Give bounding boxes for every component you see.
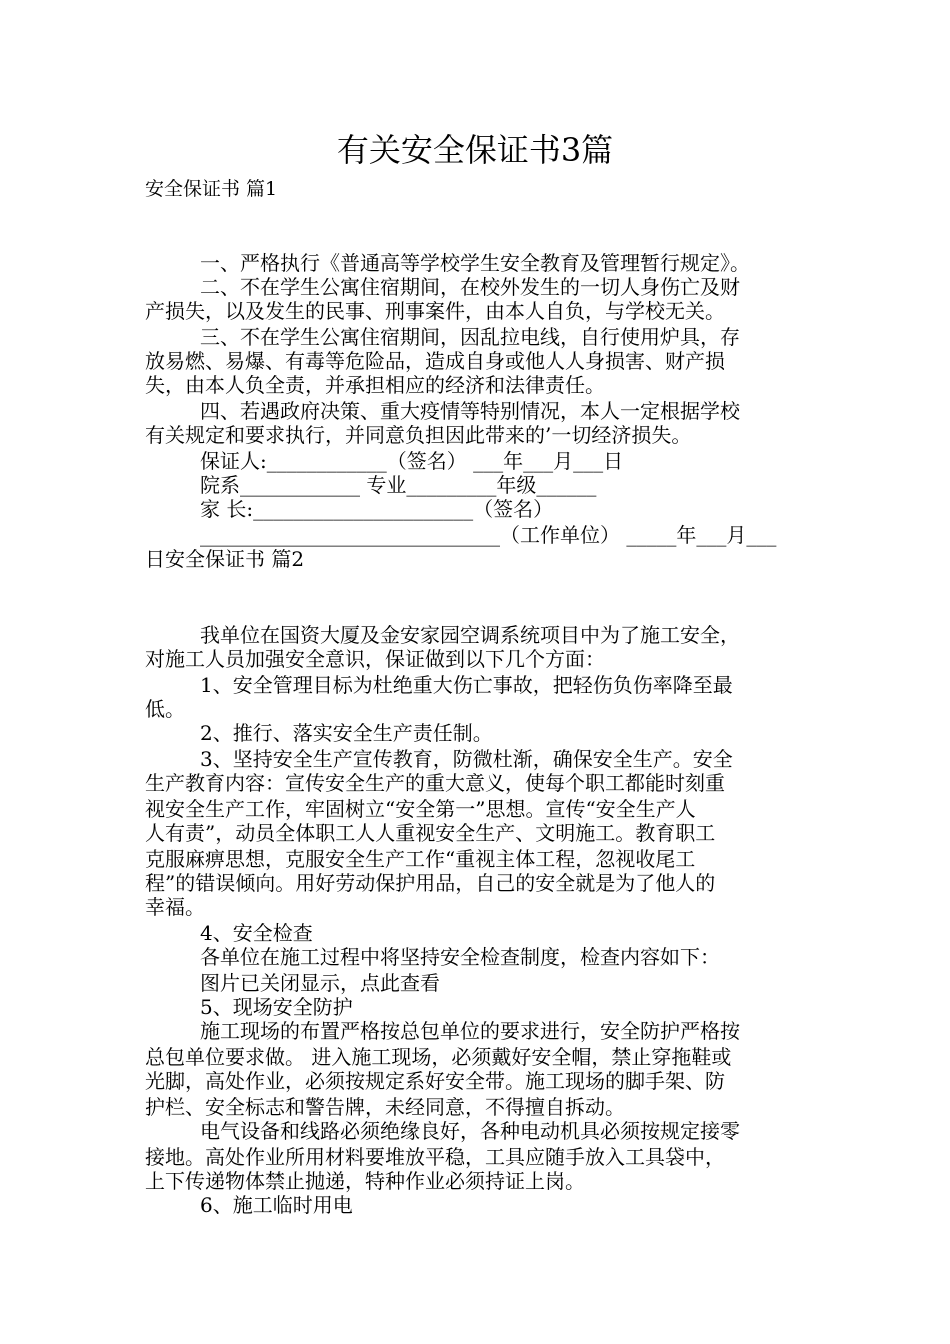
paragraph-line: 接地。高处作业所用材料要堆放平稳，工具应随手放入工具袋中， xyxy=(145,1145,725,1169)
paragraph-line: 光脚，高处作业，必须按规定系好安全带。施工现场的脚手架、防 xyxy=(145,1069,725,1093)
paragraph-line: 我单位在国资大厦及金安家园空调系统项目中为了施工安全， xyxy=(200,623,740,647)
paragraph-line: 生产教育内容：宣传安全生产的重大意义，使每个职工都能时刻重 xyxy=(145,771,725,795)
paragraph-line: 施工现场的布置严格按总包单位的要求进行，安全防护严格按 xyxy=(200,1019,740,1043)
paragraph-line: 产损失，以及发生的民事、刑事案件，由本人自负，与学校无关。 xyxy=(145,299,725,323)
paragraph-line: 人有责”，动员全体职工人人重视安全生产、文明施工。教育职工 xyxy=(145,821,716,845)
paragraph-line: 2、推行、落实安全生产责任制。 xyxy=(200,721,493,745)
paragraph-line: 放易燃、易爆、有毒等危险品，造成自身或他人人身损害、财产损 xyxy=(145,349,725,373)
paragraph-line: 总包单位要求做。 进入施工现场，必须戴好安全帽，禁止穿拖鞋或 xyxy=(145,1045,732,1069)
section-heading-1: 安全保证书 篇1 xyxy=(145,178,278,200)
paragraph-line: 视安全生产工作，牢固树立“安全第一”思想。宣传“安全生产人 xyxy=(145,797,696,821)
document-title: 有关安全保证书3篇 xyxy=(336,131,614,169)
paragraph-line: 程”的错误倾向。用好劳动保护用品，自己的安全就是为了他人的 xyxy=(145,871,716,895)
paragraph-line: 有关规定和要求执行，并同意负担因此带来的’一切经济损失。 xyxy=(145,423,692,447)
paragraph-line: 4、安全检查 xyxy=(200,921,313,945)
paragraph-line: 5、现场安全防护 xyxy=(200,995,353,1019)
signature-line: 保证人:____________（签名） ___年___月___日 xyxy=(200,449,624,473)
paragraph-line: 各单位在施工过程中将坚持安全检查制度，检查内容如下： xyxy=(200,945,720,969)
paragraph-line: 上下传递物体禁止抛递，特种作业必须持证上岗。 xyxy=(145,1169,585,1193)
paragraph-line: 克服麻痹思想，克服安全生产工作“重视主体工程，忽视收尾工 xyxy=(145,847,696,871)
signature-line: 院系____________ 专业_________年级______ xyxy=(200,473,597,497)
paragraph-line: 3、坚持安全生产宣传教育，防微杜渐，确保安全生产。安全 xyxy=(200,747,733,771)
signature-line: ______________________________（工作单位） _____年___月___ xyxy=(200,523,777,547)
image-placeholder-link[interactable]: 图片已关闭显示，点此查看 xyxy=(200,971,440,995)
paragraph-line: 对施工人员加强安全意识，保证做到以下几个方面： xyxy=(145,647,605,671)
paragraph-line: 二、不在学生公寓住宿期间，在校外发生的一切人身伤亡及财 xyxy=(200,275,740,299)
paragraph-line: 失，由本人负全责，并承担相应的经济和法律责任。 xyxy=(145,373,605,397)
paragraph-line: 1、安全管理目标为杜绝重大伤亡事故，把轻伤负伤率降至最 xyxy=(200,673,733,697)
paragraph-line: 幸福。 xyxy=(145,895,205,919)
paragraph-line: 三、不在学生公寓住宿期间，因乱拉电线，自行使用炉具，存 xyxy=(200,325,740,349)
paragraph-line: 一、严格执行《普通高等学校学生安全教育及管理暂行规定》。 xyxy=(200,251,750,275)
section-heading-2: 日安全保证书 篇2 xyxy=(145,547,305,571)
paragraph-line: 四、若遇政府决策、重大疫情等特别情况，本人一定根据学校 xyxy=(200,399,740,423)
paragraph-line: 低。 xyxy=(145,697,185,721)
signature-line: 家 长:______________________（签名） xyxy=(200,497,554,521)
paragraph-line: 电气设备和线路必须绝缘良好，各种电动机具必须按规定接零 xyxy=(200,1119,740,1143)
paragraph-line: 6、施工临时用电 xyxy=(200,1193,353,1217)
paragraph-line: 护栏、安全标志和警告牌，未经同意，不得擅自拆动。 xyxy=(145,1095,625,1119)
